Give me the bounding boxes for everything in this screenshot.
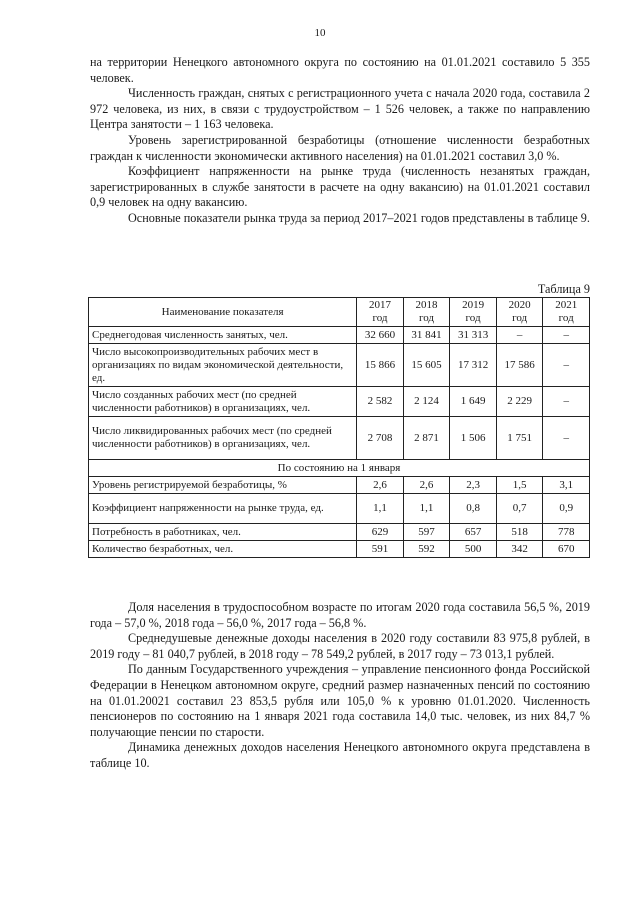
intro-text bbox=[90, 55, 590, 227]
header-year: 2020 год bbox=[496, 298, 543, 327]
paragraph-pensions: По данным Государственного учреждения – управление пенсионного фонда Российской Федерации в Ненецком автономном округе, средний размер назначенных пенсий по состоянию на 01.01.20021 составил 23 853,5 рубля или 105,0 % к уровню 01.01.2020. Численность пенсионеров по состоянию на 1 января 2021 года составила 14,0 тыс. человек, из них 84,7 % получающие пенсии по старости. bbox=[90, 662, 590, 739]
cell-value: 500 bbox=[450, 541, 497, 558]
row-label: Коэффициент напряженности на рынке труда, ед. bbox=[89, 494, 357, 524]
cell-value: – bbox=[496, 327, 543, 344]
row-label: Потребность в работниках, чел. bbox=[89, 524, 357, 541]
labour-market-table bbox=[88, 297, 590, 558]
table-row bbox=[89, 524, 590, 541]
cell-value: 0,7 bbox=[496, 494, 543, 524]
cell-value: – bbox=[543, 387, 590, 417]
cell-value: 31 841 bbox=[403, 327, 450, 344]
header-year: 2021 год bbox=[543, 298, 590, 327]
table-row bbox=[89, 344, 590, 387]
paragraph-working-age-share: Доля населения в трудоспособном возрасте по итогам 2020 года составила 56,5 %, 2019 года – 57,0 %, 2018 года – 56,0 %, 2017 года – 56,8 %. bbox=[90, 600, 590, 630]
cell-value: 591 bbox=[357, 541, 404, 558]
cell-value: 1,1 bbox=[403, 494, 450, 524]
table-caption: Таблица 9 bbox=[537, 282, 590, 296]
table-section-row bbox=[89, 460, 590, 477]
cell-value: 32 660 bbox=[357, 327, 404, 344]
paragraph-continued: на территории Ненецкого автономного округа по состоянию на 01.01.2021 составило 5 355 человек. bbox=[90, 55, 590, 85]
cell-value: 1 506 bbox=[450, 417, 497, 460]
table-header-row bbox=[89, 298, 590, 327]
cell-value: 2,6 bbox=[403, 477, 450, 494]
paragraph-table10-intro: Динамика денежных доходов населения Ненецкого автономного округа представлена в таблице 10. bbox=[90, 740, 590, 770]
cell-value: – bbox=[543, 417, 590, 460]
cell-value: 0,8 bbox=[450, 494, 497, 524]
cell-value: 2 229 bbox=[496, 387, 543, 417]
header-year: 2017 год bbox=[357, 298, 404, 327]
table-row bbox=[89, 494, 590, 524]
cell-value: 342 bbox=[496, 541, 543, 558]
cell-value: 17 312 bbox=[450, 344, 497, 387]
table-row bbox=[89, 541, 590, 558]
page-number: 10 bbox=[314, 27, 326, 39]
header-indicator-name: Наименование показателя bbox=[89, 298, 357, 327]
paragraph-per-capita-income: Среднедушевые денежные доходы населения в 2020 году составили 83 975,8 рублей, в 2019 году – 81 040,7 рублей, в 2018 году – 78 549,2 рублей, в 2017 году – 73 013,1 рублей. bbox=[90, 631, 590, 661]
paragraph-table-intro: Основные показатели рынка труда за период 2017–2021 годов представлены в таблице 9. bbox=[128, 210, 590, 225]
cell-value: 0,9 bbox=[543, 494, 590, 524]
row-label: Количество безработных, чел. bbox=[89, 541, 357, 558]
row-label: Уровень регистрируемой безработицы, % bbox=[89, 477, 357, 494]
cell-value: 31 313 bbox=[450, 327, 497, 344]
cell-value: 3,1 bbox=[543, 477, 590, 494]
cell-value: 2,3 bbox=[450, 477, 497, 494]
cell-value: 1,5 bbox=[496, 477, 543, 494]
header-year: 2019 год bbox=[450, 298, 497, 327]
paragraph-deregistered: Численность граждан, снятых с регистрационного учета с начала 2020 года, составила 2 972 человека, из них, в связи с трудоустройством – 1 526 человек, а также по направлению Центра занятости – 1 163 человека. bbox=[90, 86, 590, 132]
row-label: Число высокопроизводительных рабочих мест в организациях по видам экономической деятельности, ед. bbox=[89, 344, 357, 387]
cell-value: 778 bbox=[543, 524, 590, 541]
paragraph-tension-coefficient: Коэффициент напряженности на рынке труда (численность незанятых граждан, зарегистрированных в службе занятости в расчете на одну вакансию) на 01.01.2021 составил 0,9 человек на одну вакансию. bbox=[90, 164, 590, 210]
cell-value: 1 751 bbox=[496, 417, 543, 460]
cell-value: – bbox=[543, 327, 590, 344]
cell-value: 670 bbox=[543, 541, 590, 558]
cell-value: 15 605 bbox=[403, 344, 450, 387]
cell-value: 657 bbox=[450, 524, 497, 541]
cell-value: 1 649 bbox=[450, 387, 497, 417]
cell-value: 17 586 bbox=[496, 344, 543, 387]
table-row bbox=[89, 477, 590, 494]
cell-value: 2 708 bbox=[357, 417, 404, 460]
row-label: Число ликвидированных рабочих мест (по средней численности работников) в организациях, чел. bbox=[89, 417, 357, 460]
cell-value: 518 bbox=[496, 524, 543, 541]
table-row bbox=[89, 327, 590, 344]
row-label: Среднегодовая численность занятых, чел. bbox=[89, 327, 357, 344]
header-year: 2018 год bbox=[403, 298, 450, 327]
cell-value: 15 866 bbox=[357, 344, 404, 387]
cell-value: 2,6 bbox=[357, 477, 404, 494]
cell-value: – bbox=[543, 344, 590, 387]
row-label: Число созданных рабочих мест (по средней численности работников) в организациях, чел. bbox=[89, 387, 357, 417]
section-label: По состоянию на 1 января bbox=[89, 460, 590, 477]
table-row bbox=[89, 387, 590, 417]
cell-value: 2 582 bbox=[357, 387, 404, 417]
cell-value: 629 bbox=[357, 524, 404, 541]
cell-value: 2 124 bbox=[403, 387, 450, 417]
paragraph-unemployment-level: Уровень зарегистрированной безработицы (отношение численности безработных граждан к численности экономически активного населения) на 01.01.2021 составил 3,0 %. bbox=[90, 132, 590, 163]
table-row bbox=[89, 417, 590, 460]
closing-text bbox=[90, 600, 590, 772]
cell-value: 592 bbox=[403, 541, 450, 558]
cell-value: 1,1 bbox=[357, 494, 404, 524]
cell-value: 2 871 bbox=[403, 417, 450, 460]
cell-value: 597 bbox=[403, 524, 450, 541]
